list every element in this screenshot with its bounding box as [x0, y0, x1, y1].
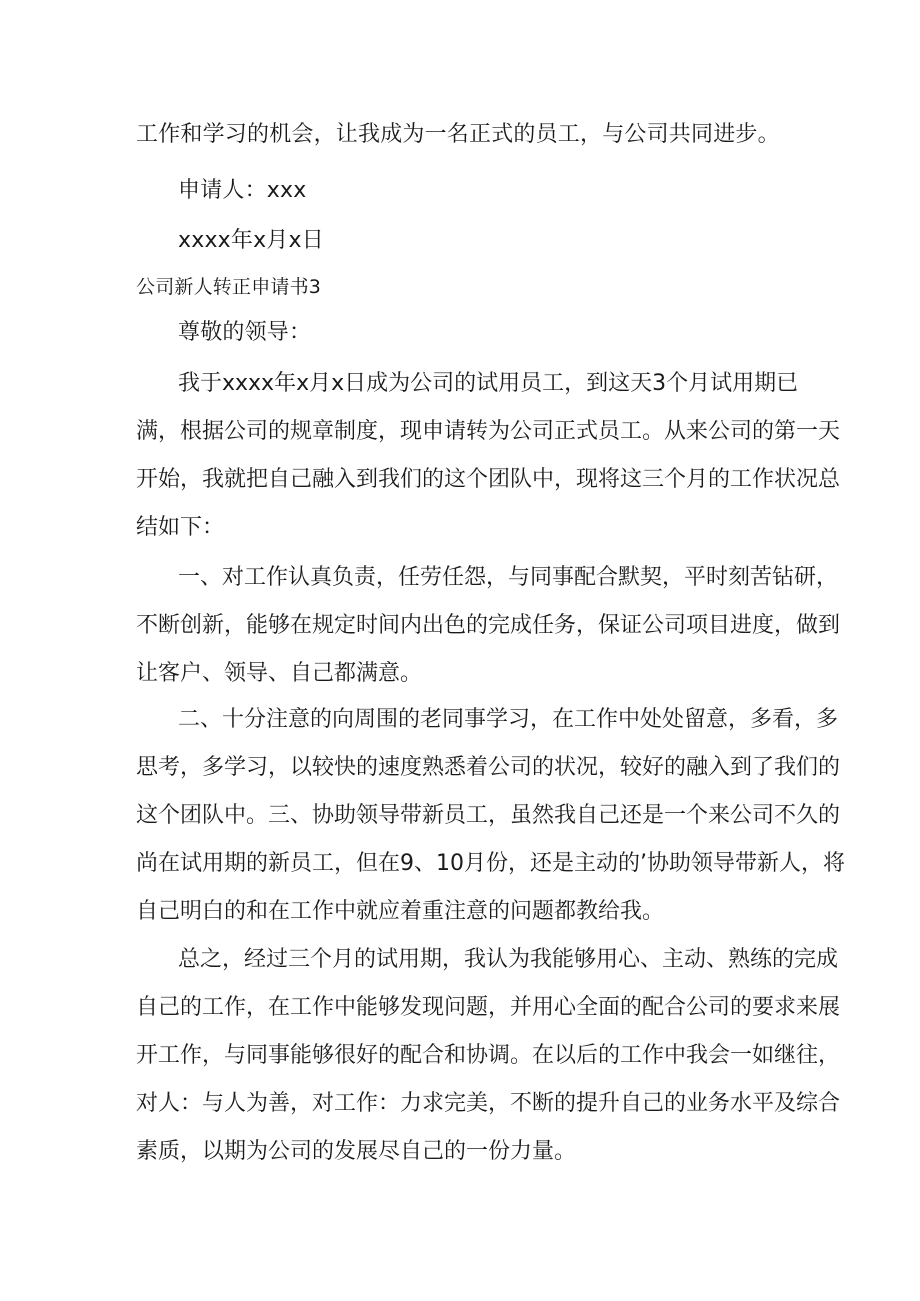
- paragraph-line: 总之，经过三个月的试用期，我认为我能够用心、主动、熟练的完成: [178, 947, 839, 972]
- paragraph-point-two-three: [136, 696, 845, 936]
- paragraph-point-one: [136, 554, 841, 698]
- paragraph-line: 这个团队中。三、协助领导带新员工，虽然我自己还是一个来公司不久的: [136, 803, 841, 828]
- paragraph-line: 素质，以期为公司的发展尽自己的一份力量。: [136, 1139, 577, 1164]
- paragraph-line: 一、对工作认真负责，任劳任怨，与同事配合默契，平时刻苦钻研，: [178, 565, 839, 590]
- paragraph-line: 对人：与人为善，对工作：力求完美，不断的提升自己的业务水平及综合: [136, 1091, 841, 1116]
- section-title: 公司新人转正申请书3: [136, 276, 322, 298]
- paragraph-line: 尚在试用期的新员工，但在9、10月份，还是主动的’协助领导带新人，将: [136, 851, 845, 876]
- paragraph-conclusion: [136, 936, 841, 1176]
- date-line: xxxx年x月x日: [178, 228, 324, 253]
- paragraph-intro: [136, 360, 841, 552]
- applicant-line: 申请人：xxx: [178, 178, 307, 203]
- paragraph-line: 二、十分注意的向周围的老同事学习，在工作中处处留意，多看，多: [178, 707, 839, 732]
- paragraph-line: 让客户、领导、自己都满意。: [136, 661, 423, 686]
- salutation: 尊敬的领导：: [178, 320, 312, 345]
- paragraph-line: 不断创新，能够在规定时间内出色的完成任务，保证公司项目进度，做到: [136, 613, 841, 638]
- paragraph-line: 满，根据公司的规章制度，现申请转为公司正式员工。从来公司的第一天: [136, 419, 841, 444]
- paragraph-line: 开始，我就把自己融入到我们的这个团队中，现将这三个月的工作状况总: [136, 467, 841, 492]
- paragraph-line: 思考，多学习，以较快的速度熟悉着公司的状况，较好的融入到了我们的: [136, 755, 841, 780]
- paragraph-line: 开工作，与同事能够很好的配合和协调。在以后的工作中我会一如继往，: [136, 1043, 841, 1068]
- paragraph-line: 结如下：: [136, 515, 225, 540]
- paragraph-line: 我于xxxx年x月x日成为公司的试用员工，到这天3个月试用期已: [178, 371, 799, 396]
- paragraph-line: 自己明白的和在工作中就应着重注意的问题都教给我。: [136, 899, 665, 924]
- paragraph-line: 自己的工作，在工作中能够发现问题，并用心全面的配合公司的要求来展: [136, 995, 841, 1020]
- closing-line: 工作和学习的机会，让我成为一名正式的员工，与公司共同进步。: [136, 122, 780, 147]
